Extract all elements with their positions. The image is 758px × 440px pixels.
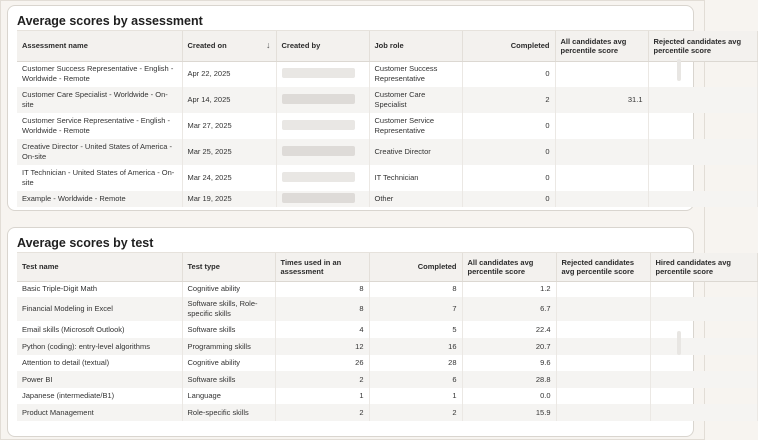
assessments-card xyxy=(7,5,742,211)
test-hired-avg-cell xyxy=(650,371,757,388)
redacted-user-placeholder xyxy=(282,172,356,182)
times-used-cell: 1 xyxy=(275,388,369,404)
created-on-cell: Mar 25, 2025 xyxy=(182,139,276,165)
test-all-avg-cell: 9.6 xyxy=(462,355,556,371)
tests-card xyxy=(7,227,731,437)
completed-cell: 2 xyxy=(462,87,555,113)
test-type-cell: Software skills xyxy=(182,321,275,338)
table-row[interactable] xyxy=(17,404,757,421)
rejected-avg-cell xyxy=(648,61,757,87)
assessment-name-cell: Example - Worldwide - Remote xyxy=(17,191,182,207)
all-avg-cell xyxy=(555,113,648,139)
test-completed-cell: 28 xyxy=(369,355,462,371)
assessments-table xyxy=(17,31,758,207)
col-assessment-name[interactable]: Assessment name xyxy=(17,31,182,61)
test-all-avg-cell: 20.7 xyxy=(462,338,556,355)
test-rejected-avg-cell xyxy=(556,355,650,371)
job-role-cell: Customer Success Representative xyxy=(369,61,462,87)
test-name-cell: Attention to detail (textual) xyxy=(17,355,182,371)
col-times-used[interactable]: Times used in an assessment xyxy=(275,253,369,281)
times-used-cell: 12 xyxy=(275,338,369,355)
test-name-cell: Basic Triple-Digit Math xyxy=(17,281,182,297)
job-role-cell: Customer Service Representative xyxy=(369,113,462,139)
test-completed-cell: 7 xyxy=(369,297,462,321)
table-row[interactable] xyxy=(17,87,757,113)
table-row[interactable] xyxy=(17,338,757,355)
test-rejected-avg-cell xyxy=(556,281,650,297)
table-row[interactable] xyxy=(17,281,757,297)
col-completed[interactable]: Completed xyxy=(462,31,555,61)
redacted-user-placeholder xyxy=(282,94,356,104)
test-completed-cell: 8 xyxy=(369,281,462,297)
all-avg-cell xyxy=(555,139,648,165)
test-type-cell: Programming skills xyxy=(182,338,275,355)
test-rejected-avg-cell xyxy=(556,388,650,404)
col-test-type[interactable]: Test type xyxy=(182,253,275,281)
sort-down-arrow-icon[interactable]: ↓ xyxy=(266,40,271,51)
times-used-cell: 8 xyxy=(275,281,369,297)
test-hired-avg-cell xyxy=(650,388,757,404)
all-avg-cell xyxy=(555,165,648,191)
table-row[interactable] xyxy=(17,355,757,371)
test-rejected-avg-cell xyxy=(556,297,650,321)
tests-scrollbar[interactable] xyxy=(677,331,681,355)
col-all-avg[interactable]: All candidates avg percentile score xyxy=(555,31,648,61)
col-test-all-avg[interactable]: All candidates avg percentile score xyxy=(462,253,556,281)
completed-cell: 0 xyxy=(462,113,555,139)
assessments-scrollbar[interactable] xyxy=(677,59,681,81)
table-row[interactable] xyxy=(17,139,757,165)
test-type-cell: Cognitive ability xyxy=(182,281,275,297)
col-test-completed[interactable]: Completed xyxy=(369,253,462,281)
test-rejected-avg-cell xyxy=(556,321,650,338)
table-row[interactable] xyxy=(17,165,757,191)
test-type-cell: Software skills, Role-specific skills xyxy=(182,297,275,321)
test-name-cell: Python (coding): entry-level algorithms xyxy=(17,338,182,355)
col-rejected-avg[interactable]: Rejected candidates avg percentile score xyxy=(648,31,757,61)
redacted-user-placeholder xyxy=(282,68,356,78)
table-row[interactable] xyxy=(17,371,757,388)
test-completed-cell: 16 xyxy=(369,338,462,355)
completed-cell: 0 xyxy=(462,165,555,191)
completed-cell: 0 xyxy=(462,139,555,165)
job-role-cell: Customer Care Specialist xyxy=(369,87,462,113)
test-hired-avg-cell xyxy=(650,321,757,338)
created-by-cell xyxy=(276,61,369,87)
created-on-cell: Mar 19, 2025 xyxy=(182,191,276,207)
test-type-cell: Software skills xyxy=(182,371,275,388)
created-on-cell: Apr 14, 2025 xyxy=(182,87,276,113)
test-name-cell: Email skills (Microsoft Outlook) xyxy=(17,321,182,338)
col-test-name[interactable]: Test name xyxy=(17,253,182,281)
table-row[interactable] xyxy=(17,388,757,404)
job-role-cell: Creative Director xyxy=(369,139,462,165)
times-used-cell: 2 xyxy=(275,404,369,421)
completed-cell: 0 xyxy=(462,191,555,207)
all-avg-cell xyxy=(555,61,648,87)
table-row[interactable] xyxy=(17,297,757,321)
assessment-name-cell: Creative Director - United States of America - On-site xyxy=(17,139,182,165)
test-hired-avg-cell xyxy=(650,281,757,297)
tests-table-scroll[interactable] xyxy=(17,252,731,428)
col-created-on-label: Created on xyxy=(187,41,227,51)
all-avg-cell: 31.1 xyxy=(555,87,648,113)
test-hired-avg-cell xyxy=(650,338,757,355)
rejected-avg-cell xyxy=(648,191,757,207)
test-type-cell: Language xyxy=(182,388,275,404)
tests-table xyxy=(17,253,758,421)
test-all-avg-cell: 6.7 xyxy=(462,297,556,321)
redacted-user-placeholder xyxy=(282,193,356,203)
test-rejected-avg-cell xyxy=(556,404,650,421)
test-type-cell: Cognitive ability xyxy=(182,355,275,371)
col-created-by[interactable]: Created by xyxy=(276,31,369,61)
test-rejected-avg-cell xyxy=(556,371,650,388)
rejected-avg-cell xyxy=(648,165,757,191)
test-all-avg-cell: 22.4 xyxy=(462,321,556,338)
col-test-hired-avg[interactable]: Hired candidates avg percentile score xyxy=(650,253,757,281)
completed-cell: 0 xyxy=(462,61,555,87)
created-by-cell xyxy=(276,139,369,165)
col-test-rejected-avg[interactable]: Rejected candidates avg percentile score xyxy=(556,253,650,281)
created-by-cell xyxy=(276,113,369,139)
tests-card-title: Average scores by test xyxy=(17,236,154,250)
all-avg-cell xyxy=(555,191,648,207)
created-by-cell xyxy=(276,165,369,191)
col-job-role[interactable]: Job role xyxy=(369,31,462,61)
test-name-cell: Power BI xyxy=(17,371,182,388)
test-hired-avg-cell xyxy=(650,355,757,371)
rejected-avg-cell xyxy=(648,139,757,165)
test-completed-cell: 2 xyxy=(369,404,462,421)
test-completed-cell: 6 xyxy=(369,371,462,388)
assessments-table-scroll[interactable] xyxy=(17,30,742,203)
test-name-cell: Japanese (intermediate/B1) xyxy=(17,388,182,404)
table-row[interactable] xyxy=(17,113,757,139)
created-by-cell xyxy=(276,191,369,207)
test-all-avg-cell: 15.9 xyxy=(462,404,556,421)
rejected-avg-cell xyxy=(648,87,757,113)
times-used-cell: 26 xyxy=(275,355,369,371)
table-row[interactable] xyxy=(17,191,757,207)
redacted-user-placeholder xyxy=(282,120,356,130)
test-all-avg-cell: 1.2 xyxy=(462,281,556,297)
test-name-cell: Product Management xyxy=(17,404,182,421)
col-created-on[interactable] xyxy=(182,31,276,61)
job-role-cell: IT Technician xyxy=(369,165,462,191)
job-role-cell: Other xyxy=(369,191,462,207)
assessment-name-cell: Customer Success Representative - English - Worldwide - Remote xyxy=(17,61,182,87)
times-used-cell: 8 xyxy=(275,297,369,321)
assessment-name-cell: Customer Care Specialist - Worldwide - On-site xyxy=(17,87,182,113)
test-name-cell: Financial Modeling in Excel xyxy=(17,297,182,321)
times-used-cell: 2 xyxy=(275,371,369,388)
assessment-name-cell: Customer Service Representative - English - Worldwide - Remote xyxy=(17,113,182,139)
test-hired-avg-cell xyxy=(650,297,757,321)
assessment-name-cell: IT Technician - United States of America - On-site xyxy=(17,165,182,191)
redacted-user-placeholder xyxy=(282,146,356,156)
test-all-avg-cell: 28.8 xyxy=(462,371,556,388)
test-completed-cell: 1 xyxy=(369,388,462,404)
created-on-cell: Apr 22, 2025 xyxy=(182,61,276,87)
test-completed-cell: 5 xyxy=(369,321,462,338)
table-row[interactable] xyxy=(17,61,757,87)
table-row[interactable] xyxy=(17,321,757,338)
assessments-card-title: Average scores by assessment xyxy=(17,14,203,28)
created-by-cell xyxy=(276,87,369,113)
created-on-cell: Mar 24, 2025 xyxy=(182,165,276,191)
test-hired-avg-cell xyxy=(650,404,757,421)
test-rejected-avg-cell xyxy=(556,338,650,355)
rejected-avg-cell xyxy=(648,113,757,139)
created-on-cell: Mar 27, 2025 xyxy=(182,113,276,139)
test-all-avg-cell: 0.0 xyxy=(462,388,556,404)
test-type-cell: Role-specific skills xyxy=(182,404,275,421)
times-used-cell: 4 xyxy=(275,321,369,338)
